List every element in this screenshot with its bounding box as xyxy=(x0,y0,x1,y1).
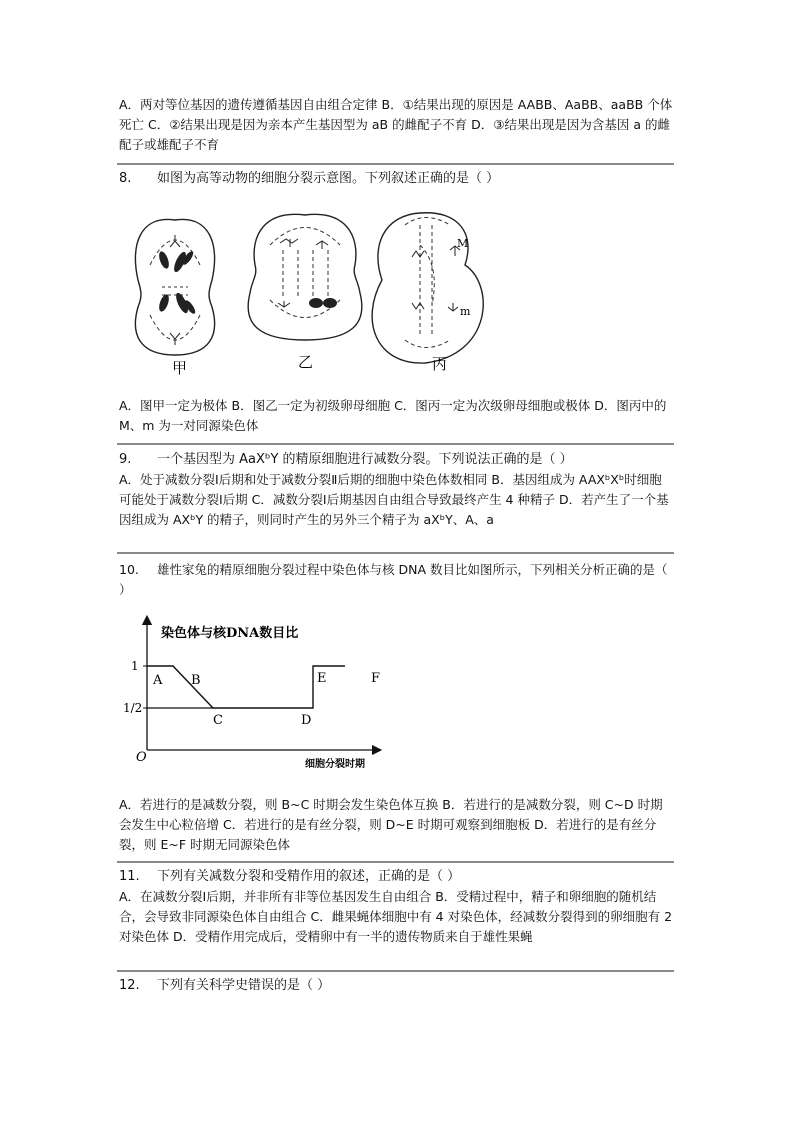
y-tick-label: 1 xyxy=(131,659,139,673)
q8-options: A．图甲一定为极体 B．图乙一定为初级卵母细胞 C．图丙一定为次级卵母细胞或极体 D．图丙中的 M、m 为一对同源染色体 xyxy=(119,398,667,433)
cell-yi xyxy=(248,214,362,340)
point-label-F: F xyxy=(371,671,381,686)
q10-text: 雄性家兔的精原细胞分裂过程中染色体与核 DNA 数目比如图所示，下列相关分析正确的是（ ） xyxy=(119,562,668,597)
q12-text: 下列有关科学史错误的是（ ） xyxy=(157,978,331,993)
q7-options: A．两对等位基因的遗传遵循基因自由组合定律 B．①结果出现的原因是 AABB、AaBB、aaBB 个体死亡 C．②结果出现是因为亲本产生基因型为 aB 的雌配子不育 D．③结果出现是因为含基因 a 的雌配子或雄配子不育 xyxy=(119,97,673,152)
cell-bing xyxy=(372,213,483,363)
label-m: m xyxy=(460,305,471,318)
q11-stem xyxy=(119,867,460,887)
q11-number: 11. xyxy=(119,869,140,884)
q11-text: 下列有关减数分裂和受精作用的叙述，正确的是（ ） xyxy=(157,869,461,884)
cell-division-figure xyxy=(120,205,490,380)
q11-options: A．在减数分裂Ⅰ后期，并非所有非等位基因发生自由组合 B．受精过程中，精子和卵细胞的随机结合，会导致非同源染色体自由组合 C．雌果蝇体细胞中有 4 对染色体，经减数分裂得到的卵细胞有 2 对染色体 D．受精作用完成后，受精卵中有一半的遗传物质来自于雄性果蝇 xyxy=(119,889,673,944)
divider xyxy=(117,552,674,554)
q12-number: 12. xyxy=(119,978,140,993)
q9-text: 一个基因型为 AaXᵇY 的精原细胞进行减数分裂。下列说法正确的是（ ） xyxy=(157,452,573,467)
point-label-B: B xyxy=(191,673,201,688)
point-label-A: A xyxy=(153,673,163,688)
y-tick-label: 1/2 xyxy=(123,701,143,715)
x-axis-label: 细胞分裂时期 xyxy=(305,759,365,770)
label-bing: 丙 xyxy=(432,355,448,373)
point-label-E: E xyxy=(317,671,327,686)
q10-number: 10. xyxy=(119,562,139,577)
chart-title: 染色体与核DNA数目比 xyxy=(161,626,299,641)
origin-label: O xyxy=(136,750,147,765)
divider xyxy=(117,861,674,863)
q12-stem xyxy=(119,976,330,996)
divider xyxy=(117,163,674,165)
point-label-D: D xyxy=(301,713,312,728)
divider xyxy=(117,443,674,445)
q10-options: A．若进行的是减数分裂，则 B~C 时期会发生染色体互换 B．若进行的是减数分裂，则 C~D 时期会发生中心粒倍增 C．若进行的是有丝分裂，则 D~E 时期可观察到细胞板 D．若进行的是有丝分裂，则 E~F 时期无同源染色体 xyxy=(119,797,663,852)
divider xyxy=(117,970,674,972)
label-M: M xyxy=(457,237,469,250)
label-jia: 甲 xyxy=(172,359,188,377)
q9-stem xyxy=(119,450,573,470)
q8-number: 8. xyxy=(119,171,132,186)
q9-number: 9. xyxy=(119,452,132,467)
cell-jia xyxy=(135,219,214,355)
ratio-chart xyxy=(125,615,385,775)
point-label-C: C xyxy=(213,713,223,728)
q9-options: A．处于减数分裂Ⅰ后期和处于减数分裂Ⅱ后期的细胞中染色体数相同 B．基因组成为 AAXᵇXᵇ时细胞可能处于减数分裂Ⅰ后期 C．减数分裂Ⅰ后期基因自由组合导致最终产生 4 种精子 D．若产生了一个基因组成为 AXᵇY 的精子，则同时产生的另外三个精子为 aXᵇY、A、a xyxy=(119,472,669,527)
q10-stem xyxy=(119,560,674,600)
series-line xyxy=(147,666,345,708)
q8-text: 如图为高等动物的细胞分裂示意图。下列叙述正确的是（ ） xyxy=(157,171,500,186)
label-yi: 乙 xyxy=(298,353,314,371)
q8-stem xyxy=(119,169,499,189)
